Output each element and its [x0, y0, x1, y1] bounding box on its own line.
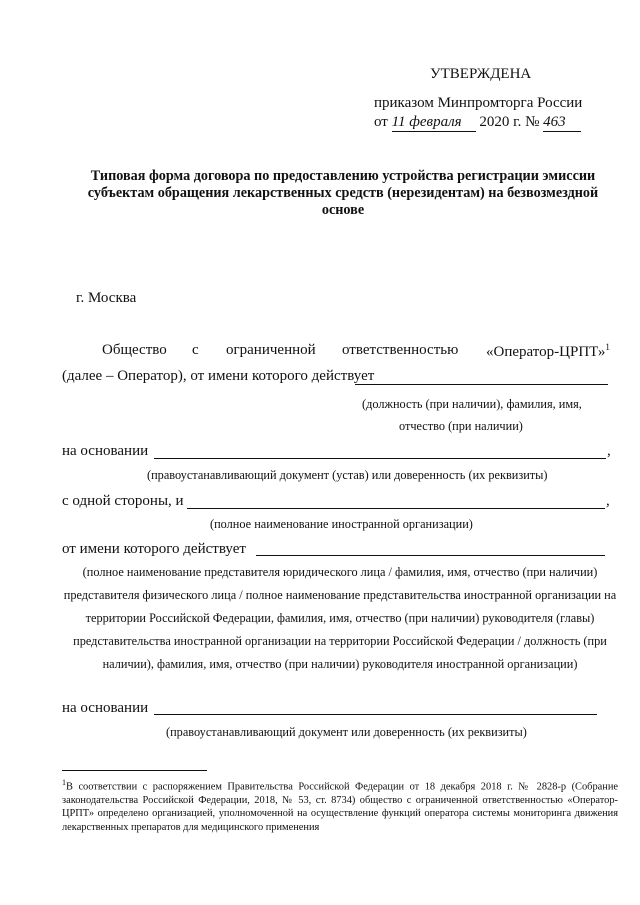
footnote-text: В соответствии с распоряжением Правительства Российской Федерации от 18 декабря 2018 г. № 2828-р (Собрание законодательства Российской Федерации, 2018, № 53, ст. 8734) общество с ограниченной ответственностью «Оператор-ЦРПТ» определено организацией, уполномоченной на осуществление функций оператора системы мониторинга движения лекарственных препаратов для медицинского применения	[62, 781, 618, 833]
operator-name	[486, 342, 610, 361]
operator-acting-label: (далее – Оператор), от имени которого действует	[62, 368, 375, 384]
approval-date-handwritten: 11 февраля	[392, 114, 476, 132]
footnote	[62, 776, 618, 834]
basis-label-2: на основании	[62, 700, 149, 716]
caption-foreign-org: (полное наименование иностранной организации)	[210, 517, 473, 531]
counterparty-representative-blank	[256, 555, 605, 556]
caption-position-name: (должность (при наличии), фамилия, имя,	[362, 397, 582, 411]
one-side-label: с одной стороны, и	[62, 493, 184, 509]
footnote-mark: 1	[62, 778, 66, 787]
caption-representative-details: (полное наименование представителя юридического лица / фамилия, имя, отчество (при наличии) представителя физического лица / полное наименование представительства иностранной организации на территории Российской Федерации, фамилия, имя, отчество (при наличии) руководителя (главы) представительства иностранной организации на территории Российской Федерации / должность (при наличии), фамилия, имя, отчество (при наличии) руководителя иностранной организации)	[63, 565, 617, 671]
counterparty-blank	[187, 508, 605, 509]
operator-representative-blank	[355, 384, 608, 385]
counterparty-acting-label: от имени которого действует	[62, 541, 246, 557]
basis-blank-1	[154, 458, 606, 459]
caption-basis-document-2: (правоустанавливающий документ или доверенность (их реквизиты)	[166, 725, 527, 739]
party-word-2: с	[192, 342, 199, 358]
basis-comma-1: ,	[607, 443, 611, 459]
approval-number-handwritten: 463	[543, 114, 581, 132]
approval-year: 2020 г. №	[479, 114, 540, 130]
party-word-4: ответственностью	[342, 342, 459, 358]
approval-heading: УТВЕРЖДЕНА	[430, 66, 532, 82]
basis-blank-2	[154, 714, 597, 715]
document-title: Типовая форма договора по предоставлению устройства регистрации эмиссии субъектам обращения лекарственных средств (нерезидентам) на безвозмездной основе	[87, 168, 599, 218]
operator-name-text: «Оператор-ЦРПТ»	[486, 344, 606, 360]
counterparty-comma: ,	[606, 493, 610, 509]
city: г. Москва	[76, 290, 137, 306]
footnote-separator	[62, 770, 207, 771]
caption-basis-document-1: (правоустанавливающий документ (устав) или доверенность (их реквизиты)	[147, 468, 548, 482]
approval-order-line: приказом Минпромторга России	[374, 95, 583, 111]
caption-patronymic: отчество (при наличии)	[399, 419, 523, 433]
party-word-1: Общество	[102, 342, 167, 358]
approval-date-line	[374, 114, 581, 132]
footnote-ref: 1	[605, 342, 610, 352]
approval-from-prefix: от	[374, 114, 388, 130]
basis-label-1: на основании	[62, 443, 149, 459]
party-word-3: ограниченной	[226, 342, 316, 358]
